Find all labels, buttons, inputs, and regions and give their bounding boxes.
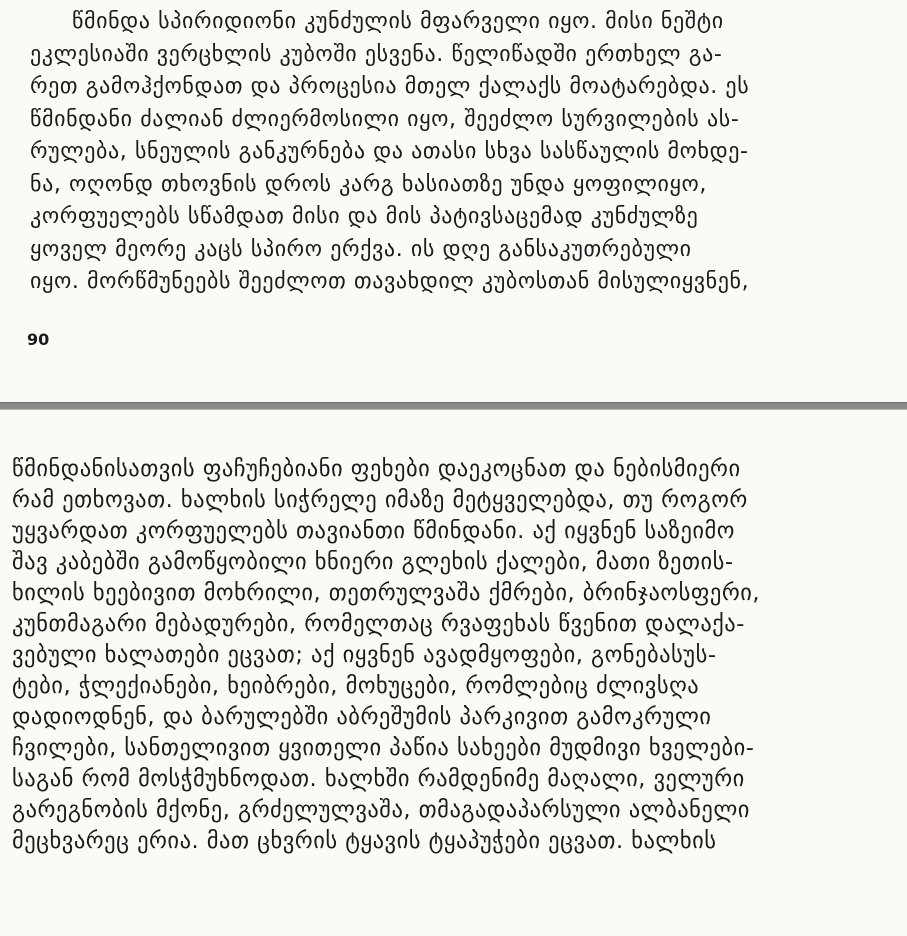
text-line: ჩვილები, სანთელივით ყვითელი პაწია სახეები მუდმივი ხველები- xyxy=(12,735,755,761)
text-line: გარეგნობის მქონე, გრძელულვაშა, თმაგადაპარსული ალბანელი xyxy=(12,797,750,823)
text-line: საგან რომ მოსჭმუხნოდათ. ხალხში რამდენიმე მაღალი, ველური xyxy=(12,766,745,792)
text-line: რამ ეთხოვათ. ხალხის სიჭრელე იმაზე მეტყველებდა, თუ როგორ xyxy=(12,487,748,513)
text-line: შავ კაბებში გამოწყობილი ხნიერი გლეხის ქალები, მათი ზეთის- xyxy=(12,549,734,575)
text-line: ყოველ მეორე კაცს სპირო ერქვა. ის დღე განსაკუთრებული xyxy=(30,236,692,262)
text-line: კორფუელებს სწამდათ მისი და მის პატივსაცემად კუნძულზე xyxy=(30,204,699,229)
top-page xyxy=(0,0,907,402)
text-line: მეცხვარეც ერია. მათ ცხვრის ტყავის ტყაპუჭები ეცვათ. ხალხის xyxy=(12,828,717,854)
text-line: ტები, ჭლექიანები, ხეიბრები, მოხუცები, რომლებიც ძლივსღა xyxy=(12,673,700,699)
text-line: ეკლესიაში ვერცხლის კუბოში ესვენა. წელიწადში ერთხელ გა- xyxy=(30,41,723,67)
text-line: იყო. მორწმუნეებს შეეძლოთ თავახდილ კუბოსთან მისულიყვნენ, xyxy=(30,269,750,294)
text-line: წმინდა სპირიდიონი კუნძულის მფარველი იყო. მისი ნეშტი xyxy=(72,9,724,34)
bottom-page-text xyxy=(12,454,892,857)
page-number: 90 xyxy=(27,330,50,349)
top-page-text xyxy=(30,6,882,299)
text-line: წმინდანისათვის ფაჩუჩებიანი ფეხები დაეკოცნათ და ნებისმიერი xyxy=(12,456,741,482)
text-line: კუნთმაგარი მებადურები, რომელთაც რვაფეხას წვენით დალაქა- xyxy=(12,611,745,637)
text-line: რულება, სნეულის განკურნება და ათასი სხვა სასწაულის მოხდე- xyxy=(30,139,749,164)
text-line: უყვარდათ კორფუელებს თავიანთი წმინდანი. აქ იყვნენ საზეიმო xyxy=(12,518,735,544)
page-divider xyxy=(0,402,907,410)
text-line: ვებული ხალათები ეცვათ; აქ იყვნენ ავადმყოფები, გონებასუს- xyxy=(12,642,717,668)
text-line: ნა, ოღონდ თხოვნის დროს კარგ ხასიათზე უნდა ყოფილიყო, xyxy=(30,171,707,197)
text-line: დადიოდნენ, და ბარულებში აბრეშუმის პარკივით გამოკრული xyxy=(12,704,712,730)
text-line: რეთ გამოჰქონდათ და პროცესია მთელ ქალაქს მოატარებდა. ეს xyxy=(30,74,750,99)
text-line: წმინდანი ძალიან ძლიერმოსილი იყო, შეეძლო სურვილების ას- xyxy=(30,106,740,132)
bottom-page xyxy=(0,410,907,936)
text-line: ხილის ხეებივით მოხრილი, თეთრულვაშა ქმრები, ბრინჯაოსფერი, xyxy=(12,580,761,606)
